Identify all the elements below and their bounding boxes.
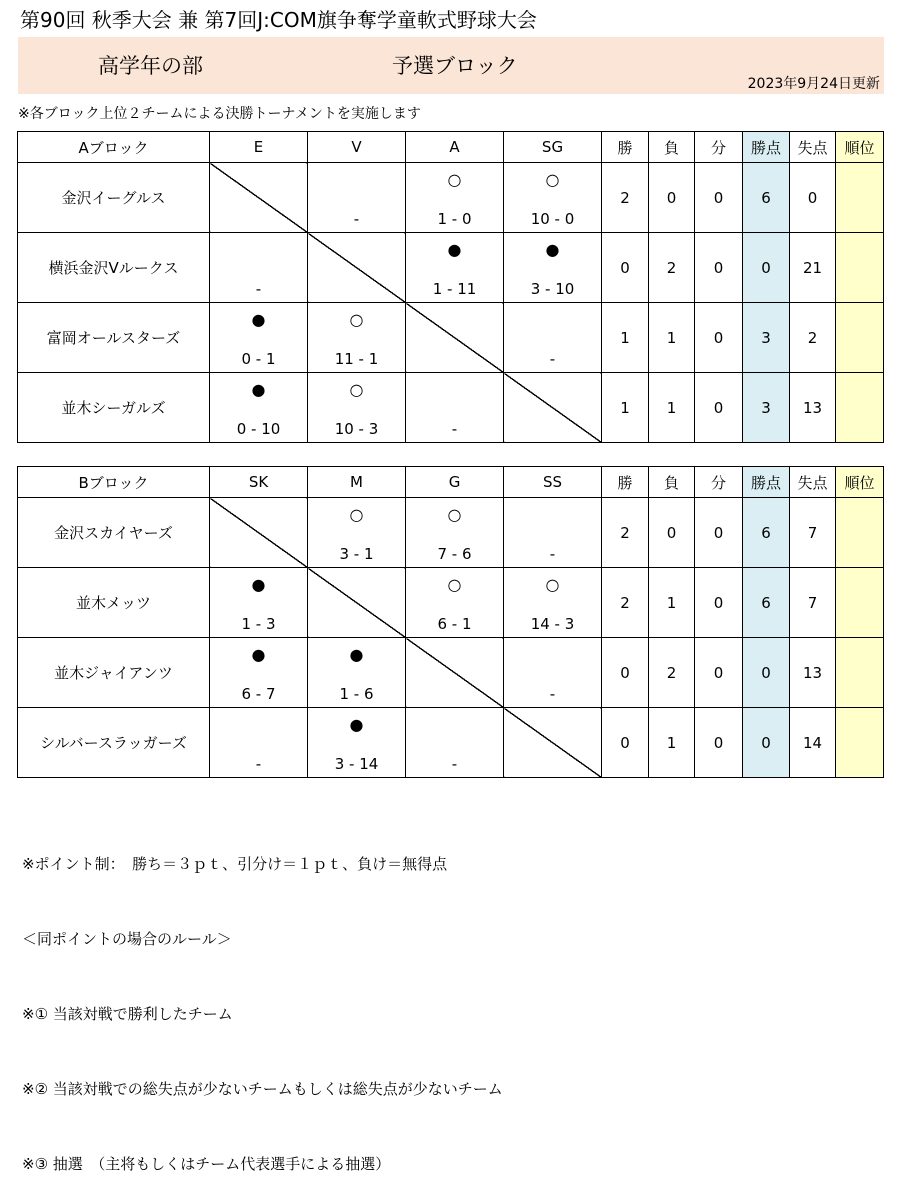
match-score: 3 - 1: [339, 545, 374, 563]
match-result-cell: [406, 233, 504, 303]
match-score: 10 - 3: [334, 420, 379, 438]
wins-value: 1: [602, 373, 649, 443]
match-result-cell: [504, 163, 602, 233]
match-score: 1 - 11: [432, 280, 477, 298]
match-score: 14 - 3: [530, 615, 575, 633]
match-score: 3 - 14: [334, 755, 379, 773]
losses-value: 2: [649, 638, 695, 708]
opponent-header: M: [308, 467, 406, 498]
rank-value: [836, 163, 884, 233]
block-table: [17, 131, 884, 443]
points-value: 3: [743, 303, 790, 373]
rank-value: [836, 638, 884, 708]
wins-header: 勝: [602, 467, 649, 498]
self-match-cell: [504, 373, 602, 443]
draws-value: 0: [695, 568, 743, 638]
result-mark: ○: [349, 310, 364, 329]
points-header: 勝点: [743, 467, 790, 498]
match-score: -: [549, 350, 556, 368]
match-result-cell: [406, 163, 504, 233]
table-row: [18, 163, 884, 233]
updated-date: 2023年9月24日更新: [747, 76, 880, 92]
losses-value: 2: [649, 233, 695, 303]
match-result-cell: [308, 708, 406, 778]
points-value: 6: [743, 498, 790, 568]
points-value: 0: [743, 708, 790, 778]
draws-header: 分: [695, 132, 743, 163]
match-score: -: [451, 755, 458, 773]
match-score: -: [255, 755, 262, 773]
result-mark: ○: [545, 575, 560, 594]
result-mark: ●: [545, 240, 560, 259]
result-mark: ○: [447, 505, 462, 524]
wins-value: 2: [602, 498, 649, 568]
wins-value: 1: [602, 303, 649, 373]
team-name: 横浜金沢Vルークス: [18, 233, 210, 303]
match-score: 7 - 6: [437, 545, 472, 563]
losses-value: 1: [649, 303, 695, 373]
match-result-cell: [210, 233, 308, 303]
table-row: [18, 233, 884, 303]
match-score: -: [353, 210, 360, 228]
team-name: シルバースラッガーズ: [18, 708, 210, 778]
rank-value: [836, 233, 884, 303]
team-name: 並木シーガルズ: [18, 373, 210, 443]
points-value: 0: [743, 233, 790, 303]
opponent-header: G: [406, 467, 504, 498]
match-result-cell: [210, 303, 308, 373]
table-row: [18, 708, 884, 778]
runs-allowed-header: 失点: [790, 467, 836, 498]
match-result-cell: [504, 233, 602, 303]
match-score: 3 - 10: [530, 280, 575, 298]
rank-value: [836, 373, 884, 443]
rule-line: ※① 当該対戦で勝利したチーム: [22, 1005, 233, 1023]
team-name: 金沢イーグルス: [18, 163, 210, 233]
match-score: 0 - 10: [236, 420, 281, 438]
runs-allowed-value: 2: [790, 303, 836, 373]
result-mark: ○: [447, 575, 462, 594]
match-result-cell: [406, 568, 504, 638]
match-score: 6 - 7: [241, 685, 276, 703]
match-score: 0 - 1: [241, 350, 276, 368]
runs-allowed-value: 7: [790, 568, 836, 638]
stage-label: 予選ブロック: [392, 54, 518, 78]
result-mark: ○: [447, 170, 462, 189]
rank-value: [836, 498, 884, 568]
table-row: [18, 303, 884, 373]
wins-value: 2: [602, 163, 649, 233]
match-result-cell: [504, 568, 602, 638]
runs-allowed-value: 21: [790, 233, 836, 303]
result-mark: ●: [349, 645, 364, 664]
result-mark: ●: [251, 645, 266, 664]
match-result-cell: [308, 498, 406, 568]
draws-value: 0: [695, 303, 743, 373]
self-match-cell: [308, 233, 406, 303]
match-result-cell: [210, 373, 308, 443]
opponent-header: A: [406, 132, 504, 163]
match-result-cell: [504, 638, 602, 708]
team-name: 富岡オールスターズ: [18, 303, 210, 373]
self-match-cell: [210, 498, 308, 568]
match-score: -: [549, 545, 556, 563]
result-mark: ○: [349, 505, 364, 524]
team-name: 金沢スカイヤーズ: [18, 498, 210, 568]
match-score: -: [255, 280, 262, 298]
wins-value: 0: [602, 708, 649, 778]
rank-value: [836, 708, 884, 778]
self-match-cell: [406, 638, 504, 708]
team-name: 並木ジャイアンツ: [18, 638, 210, 708]
points-header: 勝点: [743, 132, 790, 163]
match-score: 1 - 0: [437, 210, 472, 228]
runs-allowed-value: 14: [790, 708, 836, 778]
match-score: 11 - 1: [334, 350, 379, 368]
block-name: Bブロック: [18, 467, 210, 498]
match-score: 10 - 0: [530, 210, 575, 228]
rule-line: ※ポイント制： 勝ち＝３ｐｔ、引分け＝１ｐｔ、負け＝無得点: [22, 855, 448, 873]
match-score: 1 - 6: [339, 685, 374, 703]
result-mark: ●: [251, 575, 266, 594]
rule-line: ＜同ポイントの場合のルール＞: [22, 930, 232, 948]
draws-header: 分: [695, 467, 743, 498]
runs-allowed-value: 13: [790, 373, 836, 443]
header-row: [18, 467, 884, 498]
self-match-cell: [504, 708, 602, 778]
draws-value: 0: [695, 638, 743, 708]
losses-header: 負: [649, 132, 695, 163]
header-row: [18, 132, 884, 163]
table-row: [18, 373, 884, 443]
match-result-cell: [210, 638, 308, 708]
losses-value: 1: [649, 708, 695, 778]
losses-value: 1: [649, 373, 695, 443]
header-banner: [18, 37, 884, 94]
rule-line: ※② 当該対戦での総失点が少ないチームもしくは総失点が少ないチーム: [22, 1080, 503, 1098]
match-result-cell: [308, 163, 406, 233]
match-score: -: [451, 420, 458, 438]
wins-header: 勝: [602, 132, 649, 163]
wins-value: 0: [602, 233, 649, 303]
result-mark: ●: [447, 240, 462, 259]
runs-allowed-value: 7: [790, 498, 836, 568]
points-value: 3: [743, 373, 790, 443]
result-mark: ●: [251, 380, 266, 399]
losses-header: 負: [649, 467, 695, 498]
rules-section: [22, 802, 503, 1202]
block-table: [17, 466, 884, 778]
draws-value: 0: [695, 233, 743, 303]
table-row: [18, 498, 884, 568]
match-score: 6 - 1: [437, 615, 472, 633]
rank-header: 順位: [836, 132, 884, 163]
losses-value: 1: [649, 568, 695, 638]
self-match-cell: [406, 303, 504, 373]
points-value: 6: [743, 568, 790, 638]
wins-value: 2: [602, 568, 649, 638]
table-row: [18, 568, 884, 638]
rule-line: ※③ 抽選 （主将もしくはチーム代表選手による抽選）: [22, 1155, 391, 1173]
rank-header: 順位: [836, 467, 884, 498]
match-result-cell: [406, 498, 504, 568]
match-result-cell: [406, 708, 504, 778]
wins-value: 0: [602, 638, 649, 708]
match-result-cell: [504, 498, 602, 568]
team-name: 並木メッツ: [18, 568, 210, 638]
self-match-cell: [308, 568, 406, 638]
match-result-cell: [210, 568, 308, 638]
opponent-header: SG: [504, 132, 602, 163]
result-mark: ●: [251, 310, 266, 329]
match-score: 1 - 3: [241, 615, 276, 633]
tournament-note: ※各ブロック上位２チームによる決勝トーナメントを実施します: [18, 106, 421, 122]
match-result-cell: [308, 373, 406, 443]
division-label: 高学年の部: [98, 54, 203, 78]
draws-value: 0: [695, 373, 743, 443]
match-result-cell: [210, 708, 308, 778]
losses-value: 0: [649, 163, 695, 233]
page-title: 第90回 秋季大会 兼 第7回J:COM旗争奪学童軟式野球大会: [20, 8, 537, 32]
result-mark: ●: [349, 715, 364, 734]
opponent-header: E: [210, 132, 308, 163]
points-value: 0: [743, 638, 790, 708]
result-mark: ○: [349, 380, 364, 399]
result-mark: ○: [545, 170, 560, 189]
match-score: -: [549, 685, 556, 703]
rank-value: [836, 568, 884, 638]
points-value: 6: [743, 163, 790, 233]
match-result-cell: [504, 303, 602, 373]
block-name: Aブロック: [18, 132, 210, 163]
draws-value: 0: [695, 708, 743, 778]
opponent-header: SS: [504, 467, 602, 498]
self-match-cell: [210, 163, 308, 233]
draws-value: 0: [695, 163, 743, 233]
rank-value: [836, 303, 884, 373]
table-row: [18, 638, 884, 708]
runs-allowed-value: 13: [790, 638, 836, 708]
draws-value: 0: [695, 498, 743, 568]
match-result-cell: [308, 638, 406, 708]
runs-allowed-value: 0: [790, 163, 836, 233]
match-result-cell: [308, 303, 406, 373]
match-result-cell: [406, 373, 504, 443]
runs-allowed-header: 失点: [790, 132, 836, 163]
losses-value: 0: [649, 498, 695, 568]
opponent-header: V: [308, 132, 406, 163]
opponent-header: SK: [210, 467, 308, 498]
